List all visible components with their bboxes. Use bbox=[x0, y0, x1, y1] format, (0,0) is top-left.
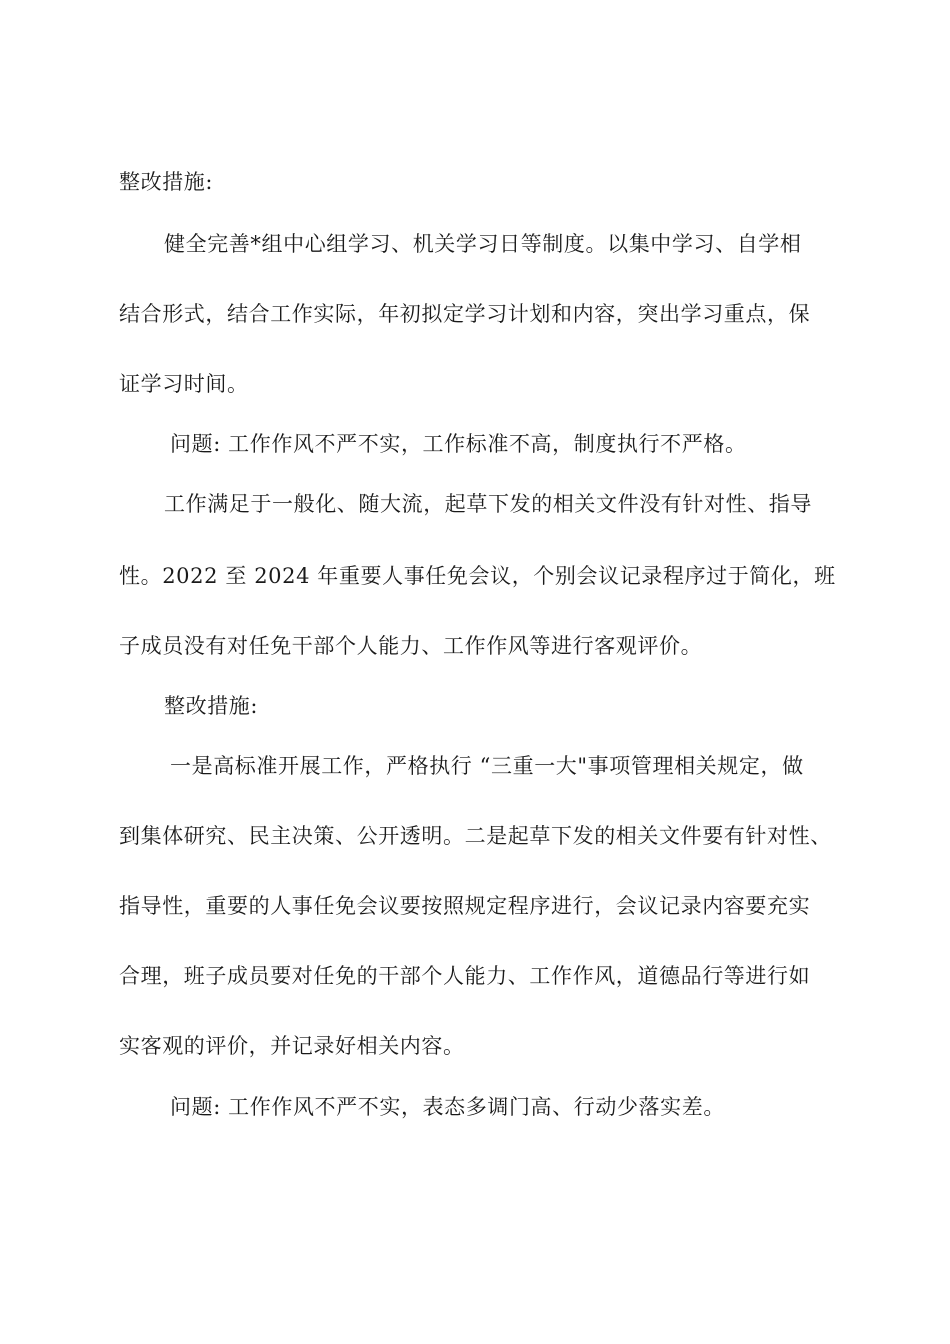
paragraph-line: 工作满足于一般化、随大流，起草下发的相关文件没有针对性、指导 bbox=[164, 492, 812, 516]
paragraph-line: 到集体研究、民主决策、公开透明。二是起草下发的相关文件要有针对性、 bbox=[119, 824, 832, 848]
heading-rectification-measures: 整改措施: bbox=[164, 694, 259, 718]
problem-heading: 问题: 工作作风不严不实，工作标准不高，制度执行不严格。 bbox=[170, 432, 747, 456]
paragraph-line: 结合形式，结合工作实际，年初拟定学习计划和内容，突出学习重点，保 bbox=[119, 302, 811, 326]
problem-heading: 问题: 工作作风不严不实，表态多调门高、行动少落实差。 bbox=[170, 1095, 725, 1119]
paragraph-line: 合理，班子成员要对任免的干部个人能力、工作作风，道德品行等进行如 bbox=[119, 964, 811, 988]
paragraph-line: 健全完善*组中心组学习、机关学习日等制度。以集中学习、自学相 bbox=[164, 232, 802, 256]
paragraph-line: 指导性，重要的人事任免会议要按照规定程序进行，会议记录内容要充实 bbox=[119, 894, 811, 918]
paragraph-line: 性。2022 至 2024 年重要人事任免会议，个别会议记录程序过于简化，班 bbox=[119, 564, 836, 588]
paragraph-line: 证学习时间。 bbox=[119, 372, 249, 396]
paragraph-line: 一是高标准开展工作，严格执行 “三重一大"事项管理相关规定，做 bbox=[170, 754, 804, 778]
paragraph-line: 子成员没有对任免干部个人能力、工作作风等进行客观评价。 bbox=[119, 634, 703, 658]
heading-rectification-measures: 整改措施: bbox=[119, 170, 214, 194]
paragraph-line: 实客观的评价，并记录好相关内容。 bbox=[119, 1034, 465, 1058]
